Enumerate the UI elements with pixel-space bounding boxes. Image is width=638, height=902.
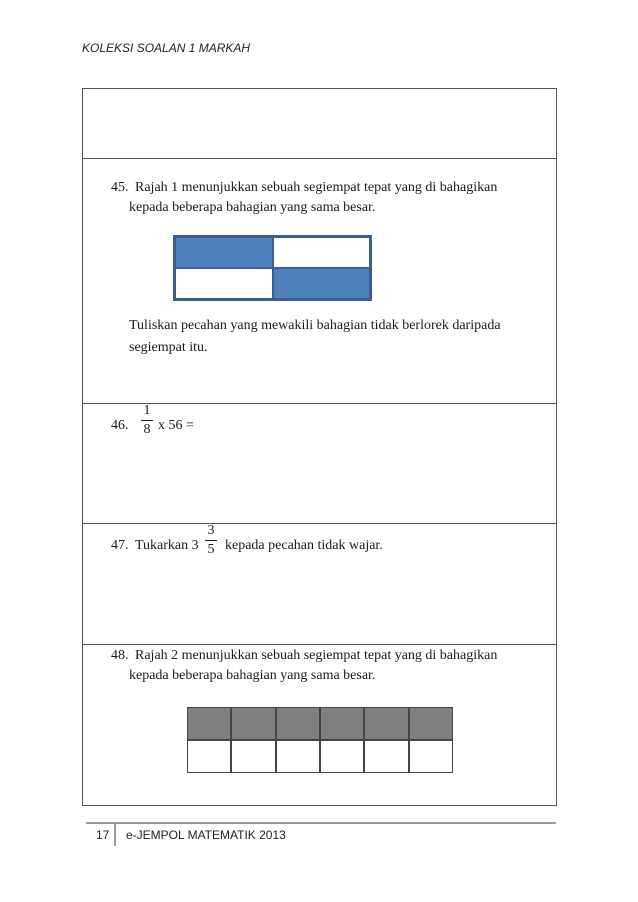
footer-text: e-JEMPOL MATEMATIK 2013 bbox=[126, 828, 286, 842]
divider bbox=[83, 523, 556, 524]
question-text: kepada beberapa bahagian yang sama besar. bbox=[129, 668, 376, 683]
page-header: KOLEKSI SOALAN 1 MARKAH bbox=[82, 41, 251, 55]
instruction-text: segiempat itu. bbox=[129, 340, 208, 355]
expression: x 56 = bbox=[158, 418, 194, 433]
question-46 bbox=[111, 403, 311, 455]
numerator: 3 bbox=[207, 523, 215, 538]
denominator: 8 bbox=[143, 422, 151, 437]
unshaded-cell bbox=[231, 740, 275, 773]
unshaded-cell bbox=[364, 740, 408, 773]
diagram-2 bbox=[187, 707, 453, 773]
shaded-cell bbox=[409, 707, 453, 740]
question-number: 45. bbox=[111, 180, 129, 195]
unshaded-cell bbox=[273, 237, 371, 268]
shaded-cell bbox=[320, 707, 364, 740]
fraction bbox=[205, 523, 217, 558]
shaded-cell bbox=[364, 707, 408, 740]
unshaded-cell bbox=[409, 740, 453, 773]
unshaded-cell bbox=[187, 740, 231, 773]
diagram-1 bbox=[173, 235, 372, 301]
shaded-cell bbox=[231, 707, 275, 740]
question-47 bbox=[111, 523, 531, 575]
shaded-cell bbox=[175, 237, 273, 268]
fraction-bar bbox=[141, 420, 153, 421]
question-text: kepada pecahan tidak wajar. bbox=[225, 538, 383, 553]
page-number: 17 bbox=[96, 828, 110, 842]
shaded-cell bbox=[273, 268, 371, 299]
unshaded-cell bbox=[175, 268, 273, 299]
question-text: Rajah 2 menunjukkan sebuah segiempat tepat yang di bahagikan bbox=[135, 648, 498, 663]
fraction bbox=[141, 403, 153, 438]
denominator: 5 bbox=[207, 542, 215, 557]
shaded-cell bbox=[276, 707, 320, 740]
divider bbox=[83, 403, 556, 404]
question-number: 46. bbox=[111, 418, 129, 433]
question-text: Tukarkan 3 bbox=[135, 538, 199, 553]
numerator: 1 bbox=[143, 403, 151, 418]
question-number: 47. bbox=[111, 538, 129, 553]
fraction-bar bbox=[205, 540, 217, 541]
question-48 bbox=[111, 645, 551, 695]
footer-rule bbox=[86, 822, 556, 824]
shaded-cell bbox=[187, 707, 231, 740]
footer-separator bbox=[114, 824, 116, 846]
question-number: 48. bbox=[111, 648, 129, 663]
question-text: Rajah 1 menunjukkan sebuah segiempat tepat yang di bahagikan bbox=[135, 180, 498, 195]
unshaded-cell bbox=[320, 740, 364, 773]
question-45-instruction bbox=[129, 315, 549, 365]
question-text: kepada beberapa bahagian yang sama besar. bbox=[129, 200, 376, 215]
question-frame bbox=[82, 88, 557, 806]
divider bbox=[83, 158, 556, 159]
instruction-text: Tuliskan pecahan yang mewakili bahagian tidak berlorek daripada bbox=[129, 318, 501, 333]
unshaded-cell bbox=[276, 740, 320, 773]
